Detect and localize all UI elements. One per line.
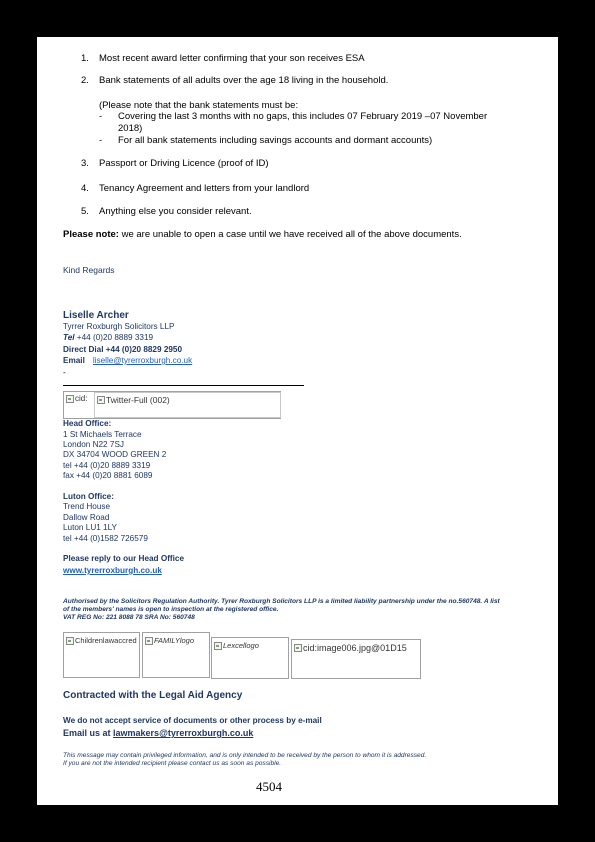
- signature-email-link[interactable]: liselle@tyrerroxburgh.co.uk: [92, 356, 193, 365]
- list-number-1: 1.: [81, 53, 89, 64]
- luton-office-line-1: Trend House: [63, 502, 111, 511]
- disclaimer-line-2: If you are not the intended recipient please contact us as soon as possible.: [63, 760, 282, 767]
- list-item-2: Bank statements of all adults over the age 18 living in the household.: [99, 75, 389, 86]
- logo-alt-2: FAMILYlogo: [145, 636, 194, 645]
- signature-direct-dial: Direct Dial +44 (0)20 8829 2950: [63, 345, 183, 354]
- regulatory-line-1: Authorised by the Solicitors Regulation Authority. Tyrer Roxburgh Solicitors LLP is a limited liability partnership under the no.560748. A list: [63, 598, 500, 605]
- please-note: [63, 229, 462, 240]
- list-number-5: 5.: [81, 206, 89, 217]
- list-number-4: 4.: [81, 183, 89, 194]
- email-us: [63, 728, 253, 738]
- signature-name: Liselle Archer: [63, 310, 129, 321]
- reply-note: Please reply to our Head Office: [63, 554, 185, 563]
- head-office-line-4: tel +44 (0)20 8889 3319: [63, 461, 151, 470]
- signature-divider: [63, 385, 304, 386]
- broken-image-icon: [97, 396, 105, 404]
- list-item-3: Passport or Driving Licence (proof of ID): [99, 158, 269, 169]
- bank-note-dash-1: -: [99, 111, 103, 122]
- please-note-label: Please note:: [63, 229, 119, 240]
- page-number: 4504: [256, 779, 282, 794]
- email-us-label: Email us at: [63, 728, 114, 738]
- disclaimer-line-1: This message may contain privileged information, and is only intended to be received by the person to whom it is addressed.: [63, 752, 427, 759]
- list-item-5: Anything else you consider relevant.: [99, 206, 252, 217]
- list-number-3: 3.: [81, 158, 89, 169]
- signoff: Kind Regards: [63, 265, 115, 275]
- head-office-line-3: DX 34704 WOOD GREEN 2: [63, 450, 167, 459]
- image006-logo: [291, 639, 421, 679]
- signature-email: [63, 356, 192, 365]
- list-number-2: 2.: [81, 75, 89, 86]
- broken-image-icon: [145, 637, 153, 645]
- list-item-1: Most recent award letter confirming that your son receives ESA: [99, 53, 365, 64]
- bank-note-bullet-1: Covering the last 3 months with no gaps, this includes 07 February 2019 –07 November: [118, 111, 488, 122]
- broken-image-icon: [66, 637, 74, 645]
- head-office-line-1: 1 St Michaels Terrace: [63, 430, 142, 439]
- bank-note-intro: (Please note that the bank statements must be:: [99, 100, 299, 111]
- banner-image-alt-1: cid:: [66, 394, 87, 403]
- bank-note-bullet-1-cont: 2018): [118, 123, 143, 134]
- logo-alt-4: cid:image006.jpg@01D15: [294, 643, 407, 653]
- signature-tel-label: Tel: [63, 333, 75, 342]
- twitter-image-alt: Twitter-Full (002): [97, 395, 170, 405]
- legal-aid-contract: Contracted with the Legal Aid Agency: [63, 690, 243, 701]
- signature-tel-value: +44 (0)20 8889 3319: [74, 333, 154, 342]
- children-law-accreditation-logo: [63, 632, 140, 678]
- broken-image-icon: [214, 642, 222, 650]
- regulatory-line-3: VAT REG No: 221 8088 78 SRA No: 560748: [63, 614, 195, 621]
- bank-note-dash-2: -: [99, 135, 103, 146]
- head-office-line-2: London N22 7SJ: [63, 440, 124, 449]
- bank-note-bullet-2: For all bank statements including savings accounts and dormant accounts): [118, 135, 433, 146]
- luton-office-line-3: Luton LU1 1LY: [63, 523, 118, 532]
- luton-office-line-4: tel +44 (0)1582 726579: [63, 534, 148, 543]
- broken-image-icon: [66, 395, 74, 403]
- family-logo: [142, 632, 210, 678]
- service-note: We do not accept service of documents or other process by e-mail: [63, 716, 322, 725]
- luton-office-title: Luton Office:: [63, 492, 114, 501]
- luton-office-line-2: Dallow Road: [63, 513, 110, 522]
- regulatory-line-2: of the members' names is open to inspection at the registered office.: [63, 606, 279, 613]
- logo-alt-3: Lexcellogo: [214, 641, 259, 650]
- stray-dash: -: [63, 368, 66, 377]
- signature-firm: Tyrrer Roxburgh Solicitors LLP: [63, 322, 175, 331]
- email-us-link[interactable]: lawmakers@tyrerroxburgh.co.uk: [113, 728, 254, 738]
- website-link[interactable]: www.tyrerroxburgh.co.uk: [63, 566, 162, 575]
- head-office-line-5: fax +44 (0)20 8881 6089: [63, 471, 153, 480]
- lexcel-logo: [211, 637, 289, 679]
- signature-email-label: Email: [63, 356, 85, 365]
- head-office-title: Head Office:: [63, 419, 112, 428]
- list-item-4: Tenancy Agreement and letters from your landlord: [99, 183, 310, 194]
- signature-tel: [63, 333, 153, 342]
- logo-alt-1: Childrenlawaccred: [66, 636, 137, 645]
- please-note-text: we are unable to open a case until we have received all of the above documents.: [118, 229, 462, 240]
- broken-image-icon: [294, 644, 302, 652]
